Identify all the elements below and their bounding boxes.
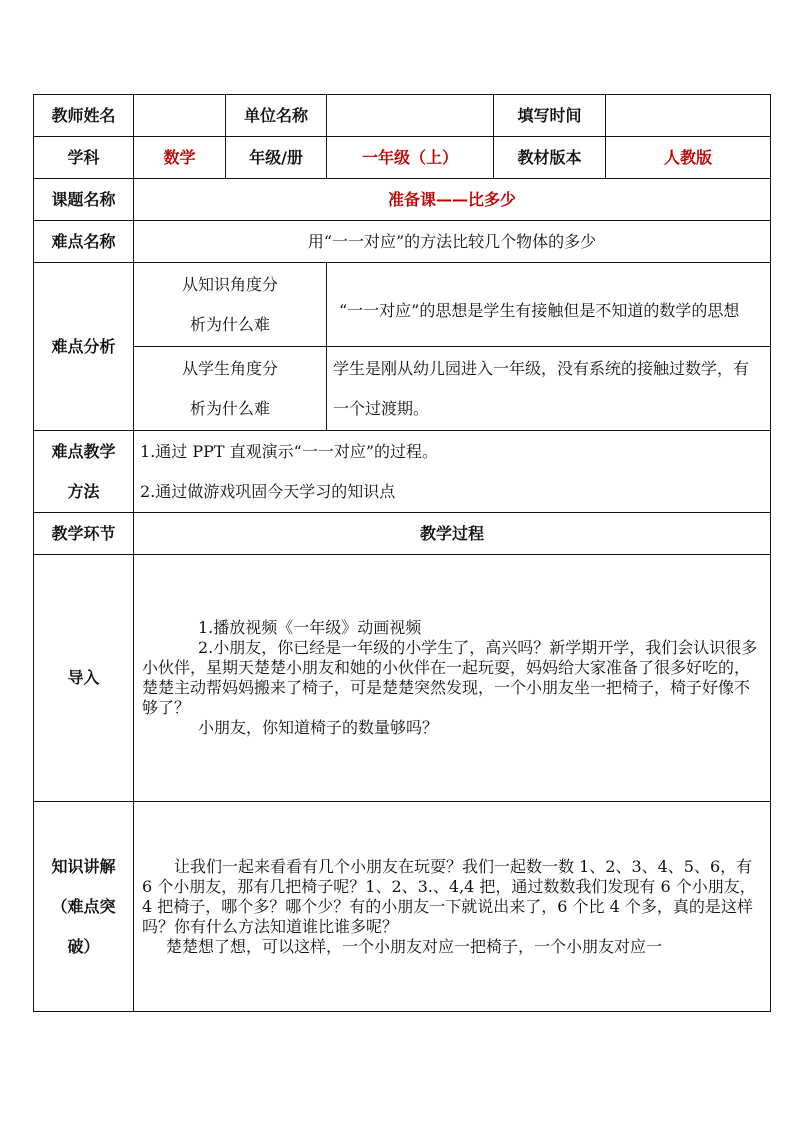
knowledge-content (134, 802, 771, 1012)
row-intro (34, 555, 771, 802)
row-subject (34, 137, 771, 179)
analysis-label: 难点分析 (34, 263, 134, 431)
date-value[interactable] (606, 95, 771, 137)
method-label-line-2: 方法 (67, 481, 100, 501)
lesson-plan-sheet (33, 94, 770, 1012)
edition-label: 教材版本 (494, 137, 606, 179)
title-value: 准备课——比多少 (134, 179, 771, 221)
student-angle-text: 学生是刚从幼儿园进入一年级，没有系统的接触过数学，有一个过渡期。 (327, 347, 771, 431)
knowledge-angle-line-1: 从知识角度分 (181, 274, 278, 294)
intro-paragraph-1: 1.播放视频《一年级》动画视频 (198, 618, 422, 637)
knowledge-label-line-1: 知识讲解 (51, 856, 116, 876)
subject-label: 学科 (34, 137, 134, 179)
row-title (34, 179, 771, 221)
difficulty-label: 难点名称 (34, 221, 134, 263)
knowledge-angle-label (134, 263, 327, 347)
grade-label: 年级/册 (226, 137, 327, 179)
intro-content (134, 555, 771, 802)
teacher-value[interactable] (134, 95, 226, 137)
intro-paragraph-2: 2.小朋友，你已经是一年级的小学生了，高兴吗？新学期开学，我们会认识很多小伙伴，星期天楚楚小朋友和她的小伙伴在一起玩耍，妈妈给大家准备了很多好吃的，楚楚主动帮妈妈搬来了椅子，可是楚楚突然发现，一个小朋友坐一把椅子，椅子好像不够了？ (142, 638, 758, 717)
row-process-header (34, 513, 771, 555)
teacher-label: 教师姓名 (34, 95, 134, 137)
row-method (34, 431, 771, 513)
method-label-line-1: 难点教学 (51, 441, 116, 461)
method-label (34, 431, 134, 513)
row-analysis-knowledge (34, 263, 771, 347)
knowledge-paragraph-1: 让我们一起来看看有几个小朋友在玩耍？我们一起数一数 1、2、3、4、5、6，有 6 个小朋友，那有几把椅子呢？1、2、3.、4,4 把，通过数数我们发现有 6 个小朋友，4 把椅子，哪个多？哪个少？有的小朋友一下就说出来了，6 个比 4 个多，真的是这样吗？你有什么方法知道谁比谁多呢？ (142, 856, 756, 936)
method-item-2: 2.通过做游戏巩固今天学习的知识点 (140, 481, 396, 501)
row-knowledge (34, 802, 771, 1012)
student-angle-label (134, 347, 327, 431)
title-label: 课题名称 (34, 179, 134, 221)
row-analysis-student (34, 347, 771, 431)
student-angle-line-1: 从学生角度分 (181, 358, 278, 378)
edition-value: 人教版 (606, 137, 771, 179)
difficulty-value: 用“一一对应”的方法比较几个物体的多少 (134, 221, 771, 263)
row-teacher (34, 95, 771, 137)
knowledge-angle-text: “一一对应”的思想是学生有接触但是不知道的数学的思想 (327, 263, 771, 347)
knowledge-paragraph-2: 楚楚想了想，可以这样，一个小朋友对应一把椅子，一个小朋友对应一 (166, 936, 663, 956)
grade-value: 一年级（上） (327, 137, 494, 179)
method-list (134, 431, 771, 513)
lesson-plan-table (33, 94, 771, 1012)
knowledge-label-line-3: 破） (67, 936, 100, 956)
student-angle-line-2: 析为什么难 (189, 398, 270, 418)
knowledge-label-line-2: （难点突 (51, 896, 116, 916)
unit-value[interactable] (327, 95, 494, 137)
stage-header: 教学环节 (34, 513, 134, 555)
intro-paragraph-3: 小朋友，你知道椅子的数量够吗？ (198, 718, 439, 737)
date-label: 填写时间 (494, 95, 606, 137)
unit-label: 单位名称 (226, 95, 327, 137)
intro-label: 导入 (34, 555, 134, 802)
subject-value: 数学 (134, 137, 226, 179)
knowledge-label (34, 802, 134, 1012)
method-item-1: 1.通过 PPT 直观演示“一一对应”的过程。 (140, 441, 439, 461)
row-difficulty (34, 221, 771, 263)
process-header: 教学过程 (134, 513, 771, 555)
knowledge-angle-line-2: 析为什么难 (189, 314, 270, 334)
